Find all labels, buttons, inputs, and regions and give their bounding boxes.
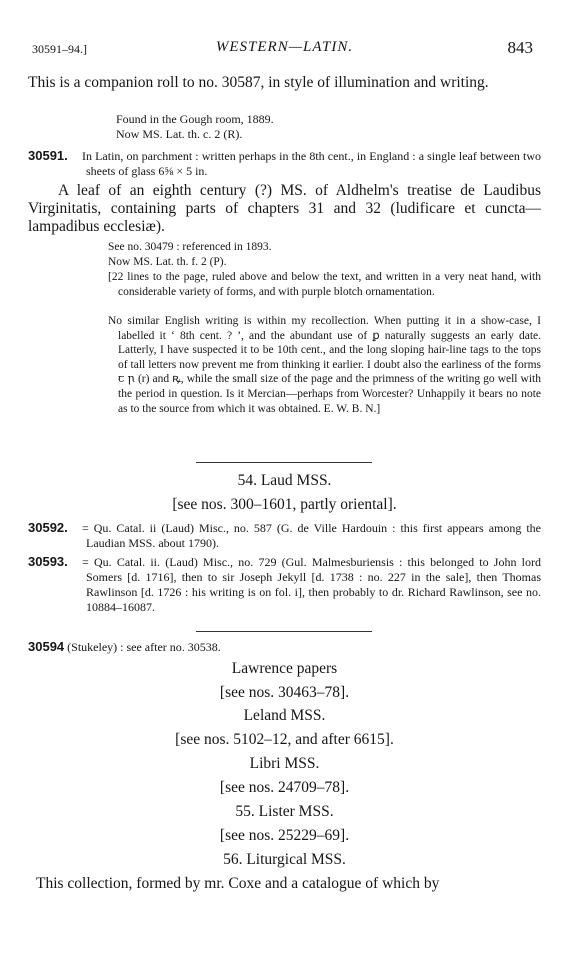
section-leland-heading: Leland MSS. [243,707,326,724]
section-leland-see: [see nos. 5102–12, and after 6615]. [175,731,394,748]
divider [196,462,372,463]
intro-note-1: Found in the Gough room, 1889. [116,112,274,126]
page-number: 843 [507,38,533,57]
section-lister-heading: 55. Lister MSS. [235,803,334,820]
entry-30591-note-4: No similar English writing is within my recollection. When putting it in a show-case, I labelled it ‘ 8th cent. ? ’, and the abundant use of ꝑ naturally suggests an early date. Latterly, I have suspected it to be 10th cent., and the long sloping hair-line tags to the tops of tall letters now prevent me from thinking it earlier. I doubt also the earliness of the forms ꞇ ꞃ (r) and ꝶ, while the small size of the page and the primness of the writing go well with the period in question. Is it Mercian—perhaps from Worcester? Unhappily it bears no note as to the source from which it was obtained. E. W. B. N.] [108,315,541,415]
section-liturgical-heading: 56. Liturgical MSS. [223,851,346,868]
entry-30593 [28,554,541,615]
section-lawrence-see: [see nos. 30463–78]. [219,684,350,701]
entry-30591-note-1: See no. 30479 : referenced in 1893. [108,241,272,253]
header-range: 30591–94.] [32,42,87,56]
entry-number: 30591. [28,148,68,163]
entry-30591-note-2: Now MS. Lat. th. f. 2 (P). [108,256,227,268]
entry-desc: In Latin, on parchment : written perhaps in the 8th cent., in England : a single leaf between two sheets of glass 6⅝ × 5 in. [82,149,541,178]
entry-30592 [28,520,541,551]
divider [196,631,372,632]
entry-30591-desc [28,148,541,179]
entry-text: = Qu. Catal. ii. (Laud) Misc., no. 729 (Gul. Malmesburiensis : this belonged to John lord Somers [d. 1716], then to sir Joseph Jekyll [d. 1738 : no. 227 in the sale], then Thomas Rawlinson [d. 1726 : his writing is on fol. i], then probably to dr. Richard Rawlinson, see no. 10884–16087. [82,555,541,614]
entry-number: 30592. [28,520,68,535]
section-liturgical-text: This collection, formed by mr. Coxe and a catalogue of which by [36,875,440,892]
intro-text: This is a companion roll to no. 30587, in style of illumination and writing. [28,74,489,91]
entry-30591-body: A leaf of an eighth century (?) MS. of Aldhelm's treatise de Laudibus Virginitatis, containing parts of chapters 31 and 32 (ludificare et cuncta—lampadibus ecclesiæ). [28,182,541,235]
section-laud-see: [see nos. 300–1601, partly oriental]. [172,496,397,513]
section-lister-see: [see nos. 25229–69]. [219,827,350,844]
intro-note-2: Now MS. Lat. th. c. 2 (R). [116,127,243,141]
entry-number: 30594 [28,639,65,654]
entry-text: = Qu. Catal. ii (Laud) Misc., no. 587 (G. de Ville Hardouin : this first appears among the Laudian MSS. about 1790). [82,521,541,550]
header-title: WESTERN—LATIN. [215,39,354,55]
entry-text: (Stukeley) : see after no. 30538. [67,640,221,654]
running-header [32,38,537,60]
section-libri-see: [see nos. 24709–78]. [219,779,350,796]
section-lawrence-heading: Lawrence papers [231,660,338,677]
entry-number: 30593. [28,554,68,569]
entry-30594 [28,639,541,655]
section-libri-heading: Libri MSS. [249,755,320,772]
entry-30591-note-3: [22 lines to the page, ruled above and below the text, and written in a very neat hand, with considerable variety of forms, and with purple blotch ornamentation. [108,271,541,298]
section-laud-heading: 54. Laud MSS. [237,472,332,489]
